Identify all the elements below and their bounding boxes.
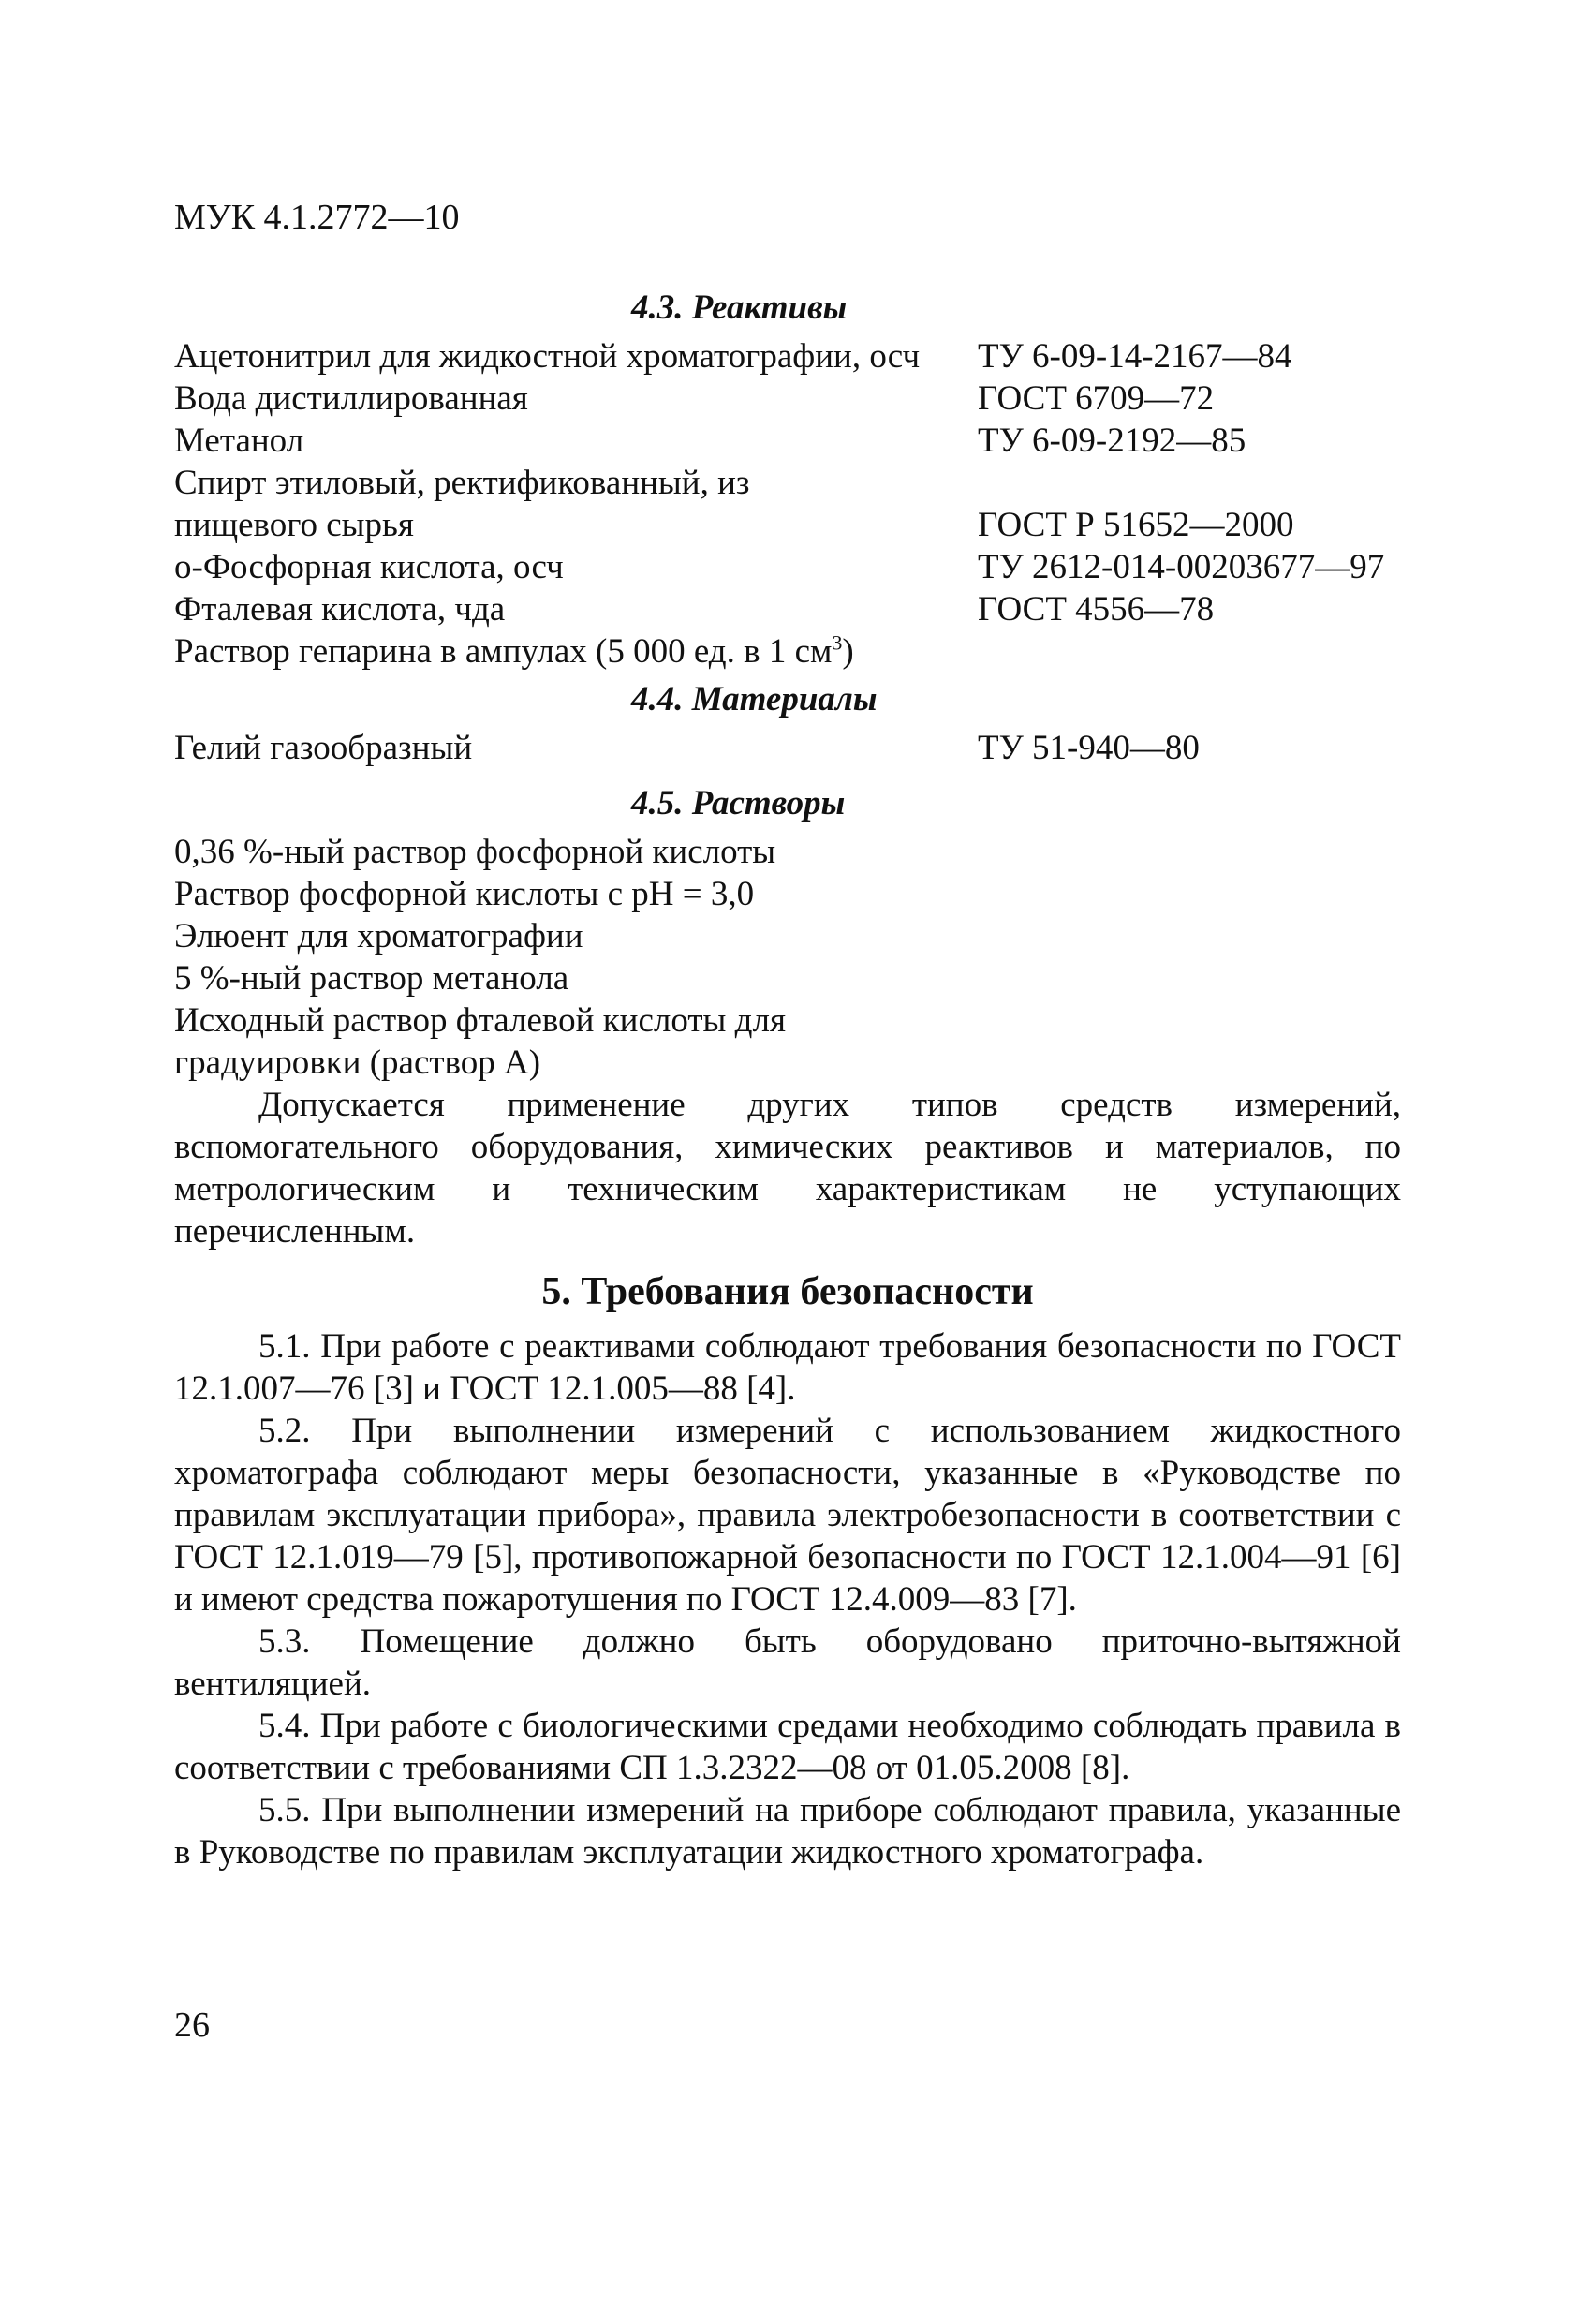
- heparin-closing: ): [842, 632, 854, 671]
- reagent-row: [174, 462, 1401, 504]
- paragraph-5-3: 5.3. Помещение должно быть оборудовано приточно-вытяжной вентиляцией.: [174, 1622, 1401, 1703]
- reagent-standard: ГОСТ Р 51652—2000: [978, 506, 1294, 544]
- section-5-title: 5. Требования безопасности: [541, 1270, 1034, 1313]
- reagent-standard: ГОСТ 6709—72: [978, 379, 1215, 418]
- material-row: [174, 727, 1401, 769]
- solution-line: 0,36 %-ный раствор фосфорной кислоты: [174, 833, 776, 871]
- reagent-row: [174, 377, 1401, 420]
- reagent-name: Ацетонитрил для жидкостной хроматографии, осч: [174, 337, 921, 376]
- reagent-name: о-Фосфорная кислота, осч: [174, 548, 564, 586]
- superscript: 3: [832, 630, 843, 655]
- substitution-note: Допускается применение других типов средств измерений, вспомогательного оборудования, химических реактивов и материалов, по метрологическим и техническим характеристикам не уступающих перечисленным.: [174, 1086, 1401, 1251]
- reagent-row: [174, 588, 1401, 630]
- reagent-name: пищевого сырья: [174, 506, 414, 544]
- solution-line: Исходный раствор фталевой кислоты для: [174, 1001, 786, 1040]
- reagent-name: Спирт этиловый, ректификованный, из: [174, 464, 750, 502]
- paragraph-5-4: 5.4. При работе с биологическими средами необходимо соблюдать правила в соответствии с требованиями СП 1.3.2322—08 от 01.05.2008 [8].: [174, 1707, 1401, 1787]
- section-4-3-title: 4.3. Реактивы: [631, 289, 848, 327]
- solution-line: Раствор фосфорной кислоты с pH = 3,0: [174, 875, 755, 913]
- material-standard: ТУ 51-940—80: [978, 729, 1200, 767]
- paragraph-5-2: 5.2. При выполнении измерений с использованием жидкостного хроматографа соблюдают меры безопасности, указанные в «Руководстве по правилам эксплуатации прибора», правила электробезопасности в соответствии с ГОСТ 12.1.019—79 [5], противопожарной безопасности по ГОСТ 12.1.004—91 [6] и имеют средства пожаротушения по ГОСТ 12.4.009—83 [7].: [174, 1412, 1401, 1619]
- reagent-name: Вода дистиллированная: [174, 379, 528, 418]
- reagent-row: [174, 504, 1401, 546]
- heparin-line: [174, 630, 1401, 673]
- reagent-name: Метанол: [174, 422, 304, 460]
- solutions-list: [174, 831, 1401, 1084]
- solution-line: Элюент для хроматографии: [174, 917, 583, 955]
- section-4-5-title: 4.5. Растворы: [631, 784, 846, 822]
- reagent-standard: ГОСТ 4556—78: [978, 590, 1215, 629]
- material-name: Гелий газообразный: [174, 729, 473, 767]
- paragraph-5-5: 5.5. При выполнении измерений на приборе соблюдают правила, указанные в Руководстве по правилам эксплуатации жидкостного хроматографа.: [174, 1791, 1401, 1872]
- solution-line: 5 %-ный раствор метанола: [174, 959, 569, 998]
- reagent-row: [174, 420, 1401, 462]
- section-4-4-title: 4.4. Материалы: [631, 680, 878, 718]
- reagent-standard: ТУ 2612-014-00203677—97: [978, 548, 1385, 586]
- page-content: [174, 281, 1401, 1873]
- reagents-list: [174, 335, 1401, 673]
- solution-line: градуировки (раствор А): [174, 1044, 541, 1082]
- paragraph-5-1: 5.1. При работе с реактивами соблюдают требования безопасности по ГОСТ 12.1.007—76 [3] и ГОСТ 12.1.005—88 [4].: [174, 1327, 1401, 1408]
- reagent-name: Фталевая кислота, чда: [174, 590, 506, 629]
- reagent-standard: ТУ 6-09-2192—85: [978, 422, 1246, 460]
- reagent-row: [174, 546, 1401, 588]
- document-code: МУК 4.1.2772—10: [174, 198, 460, 237]
- heparin-text: Раствор гепарина в ампулах (5 000 ед. в 1 см: [174, 632, 833, 671]
- reagent-row: [174, 335, 1401, 377]
- page-number: 26: [174, 2006, 210, 2045]
- reagent-standard: ТУ 6-09-14-2167—84: [978, 337, 1292, 376]
